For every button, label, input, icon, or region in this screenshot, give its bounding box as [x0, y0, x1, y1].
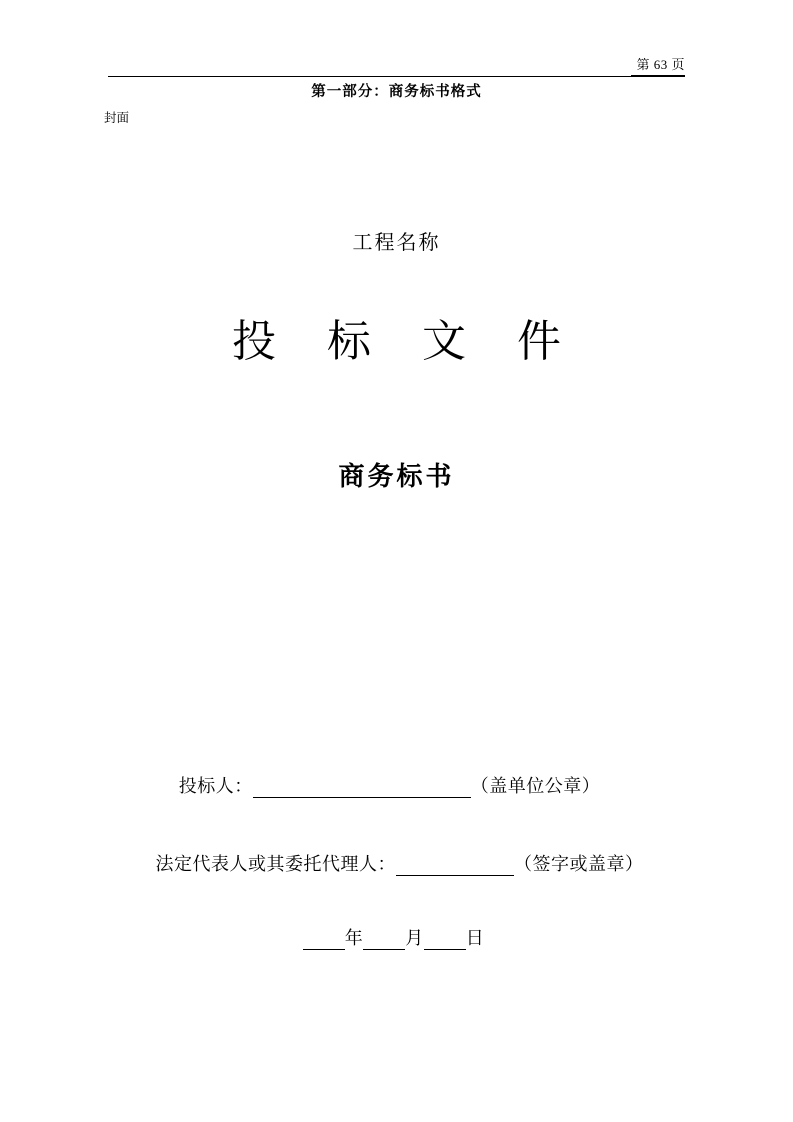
bidder-note: （盖单位公章） [470, 776, 601, 796]
month-fill-line[interactable] [363, 931, 405, 950]
bidder-fill-line[interactable] [253, 779, 471, 798]
project-name: 工程名称 [352, 232, 441, 254]
bidder-row [0, 772, 793, 798]
month-unit-label: 月 [405, 928, 424, 948]
signature-block [0, 772, 793, 950]
day-unit-label: 日 [465, 928, 485, 948]
cover-label: 封面 [104, 111, 130, 125]
representative-fill-line[interactable] [396, 857, 514, 876]
day-fill-line[interactable] [424, 931, 466, 950]
section-title: 第一部分：商务标书格式 [311, 84, 482, 100]
document-sub-title: 商务标书 [338, 462, 455, 491]
representative-label: 法定代表人或其委托代理人： [155, 854, 396, 874]
year-unit-label: 年 [344, 928, 364, 948]
year-fill-line[interactable] [303, 931, 345, 950]
page-number: 第 63 页 [631, 54, 685, 76]
date-row [0, 924, 793, 950]
bidder-label: 投标人： [178, 776, 253, 796]
representative-note: （签字或盖章） [514, 854, 644, 874]
representative-row [6, 850, 793, 876]
header-divider [108, 76, 685, 77]
document-main-title: 投 标 文 件 [232, 317, 581, 366]
